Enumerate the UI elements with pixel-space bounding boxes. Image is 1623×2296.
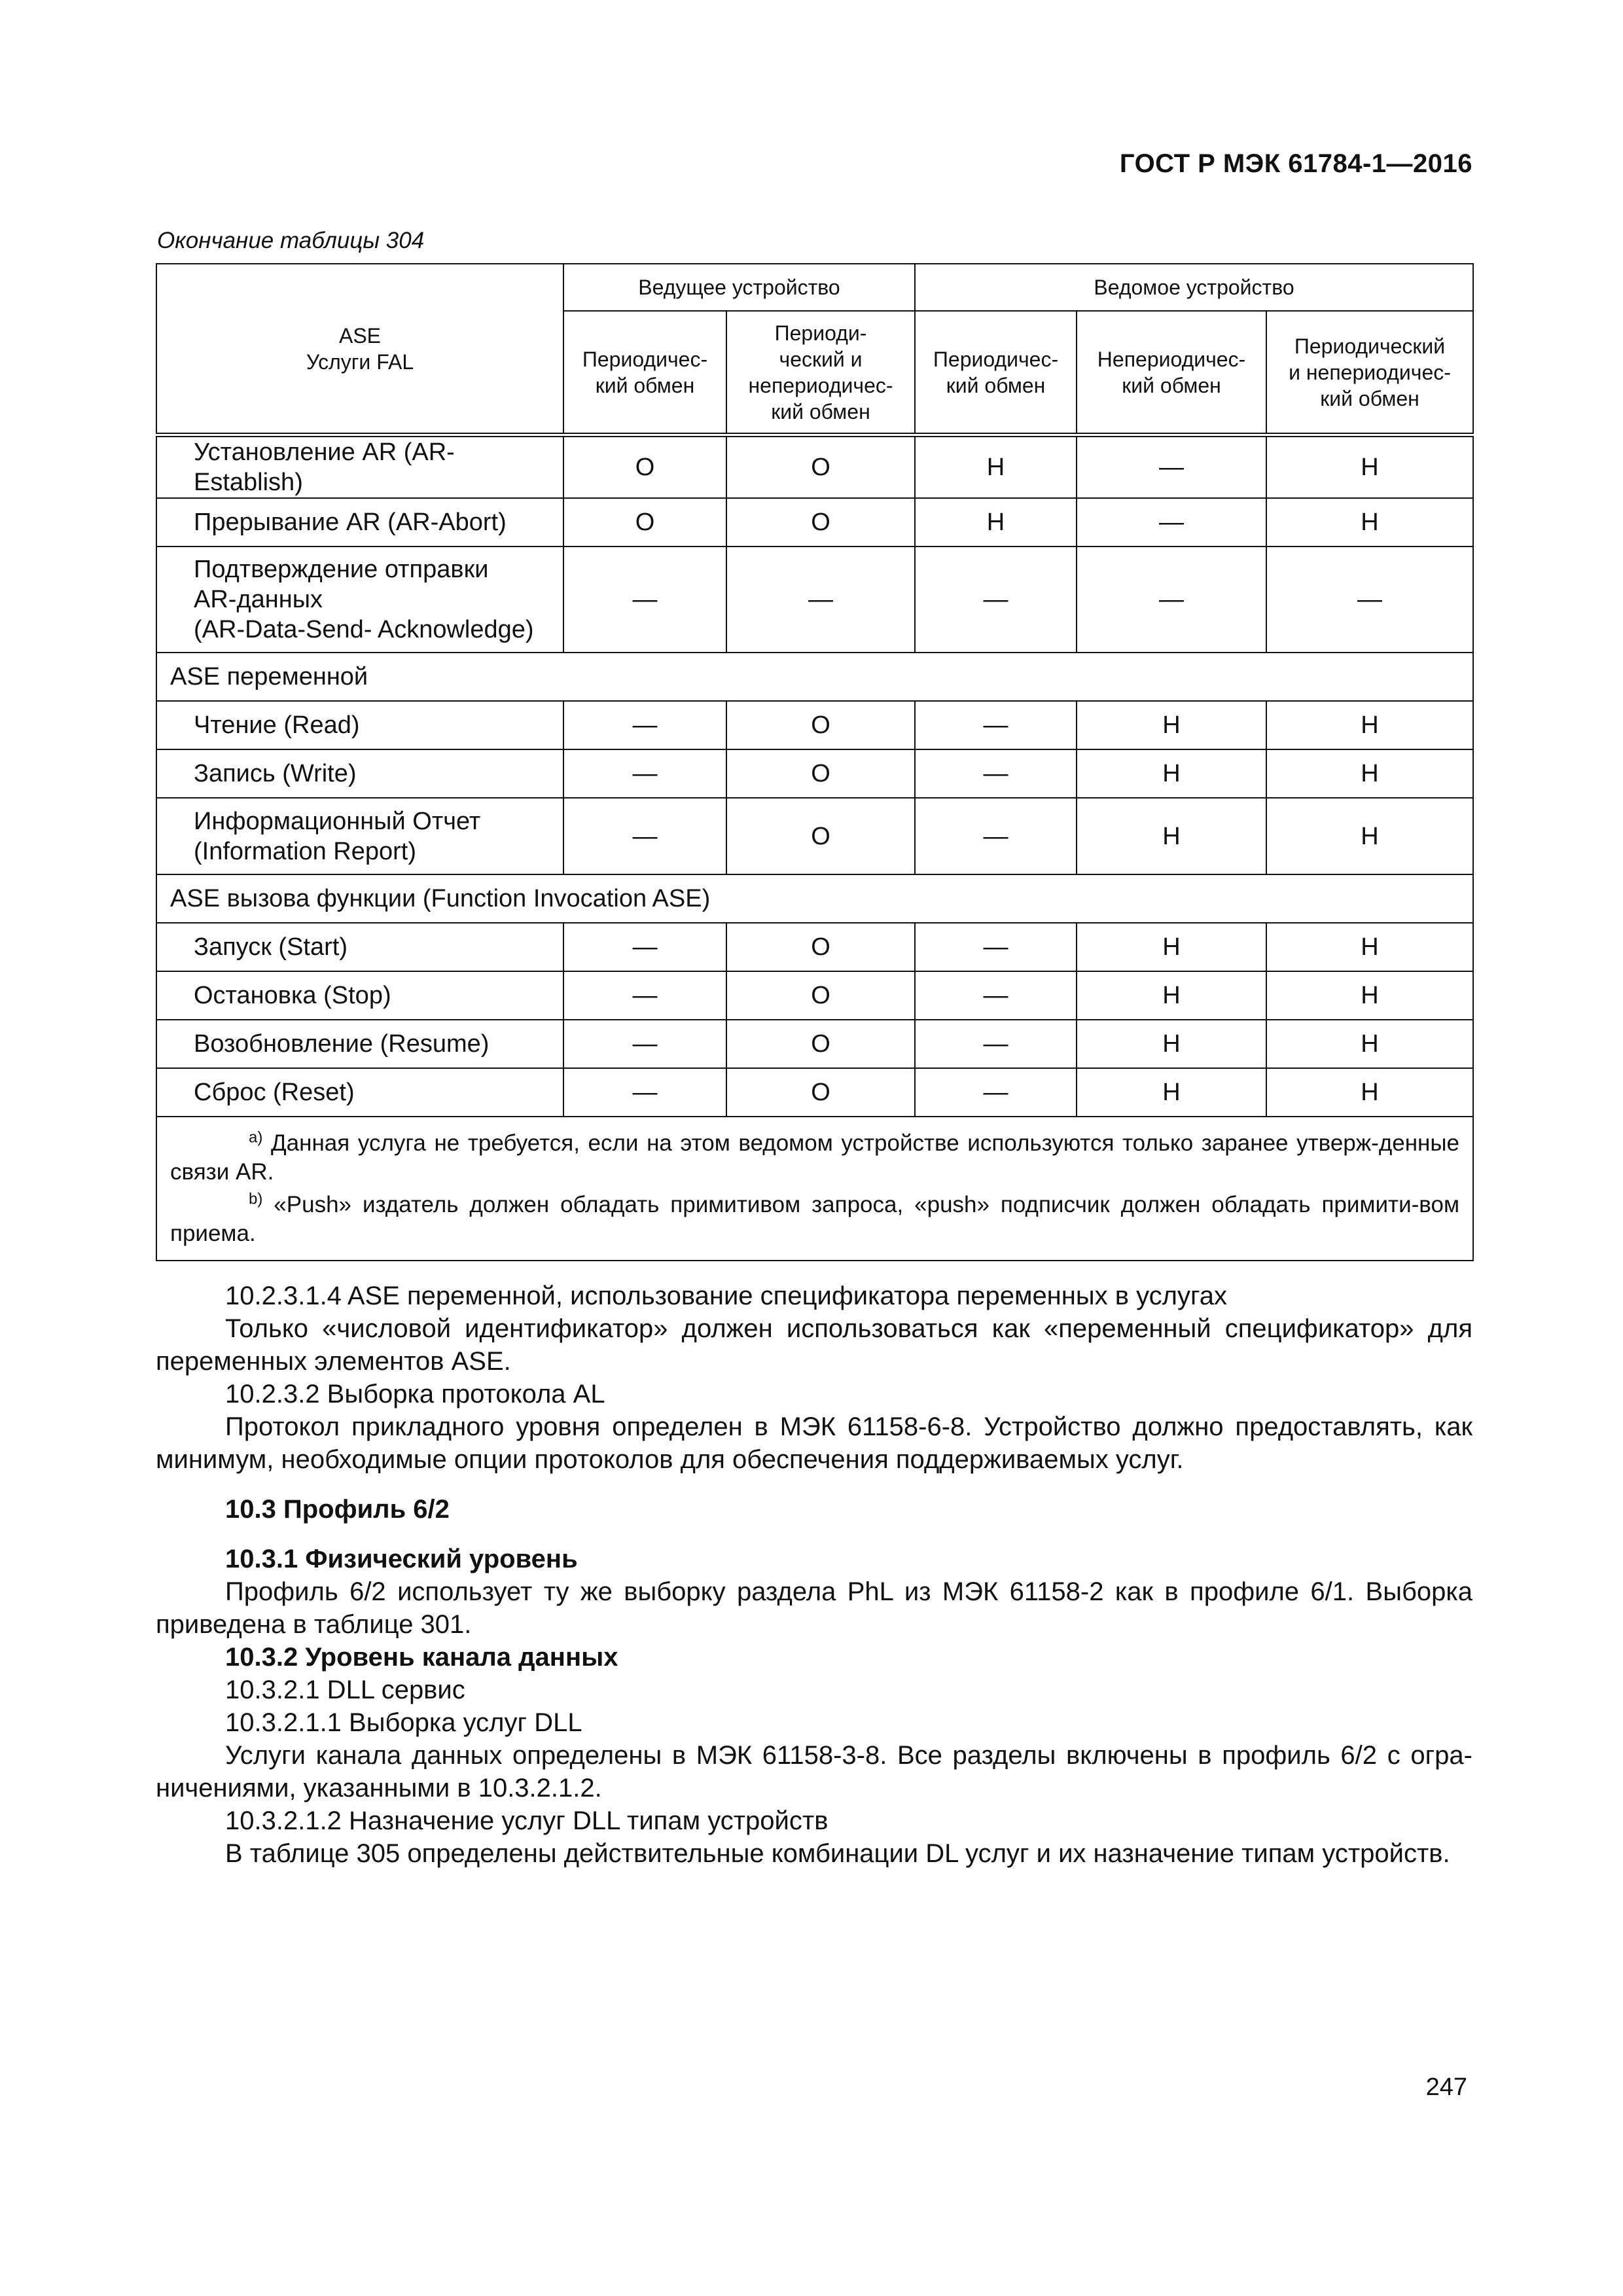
column-header-line: кий обмен xyxy=(946,373,1046,397)
table-cell: H xyxy=(915,498,1077,547)
row-label xyxy=(156,798,563,874)
subsection-heading: 10.3.2 Уровень канала данных xyxy=(225,1643,618,1672)
table-cell: O xyxy=(726,971,915,1020)
group-label: ASE переменной xyxy=(156,653,1473,701)
table-cell: — xyxy=(915,749,1077,798)
column-header xyxy=(1077,311,1266,435)
paragraph: Протокол прикладного уровня определен в МЭК 61158-6-8. Устройство должно предоставлять, как минимум, необходимые опции протоколов для обеспечения поддерживаемых услуг. xyxy=(156,1412,1472,1474)
services-table-wrapper xyxy=(156,263,1472,1261)
corner-line-fal: Услуги FAL xyxy=(306,350,414,374)
page-number: 247 xyxy=(1425,2073,1467,2101)
table-row xyxy=(156,435,1473,499)
row-label-line: AR-данных xyxy=(194,586,323,613)
table-row xyxy=(156,701,1473,749)
table-cell: O xyxy=(726,1020,915,1068)
row-label-line: Подтверждение отправки xyxy=(194,556,489,583)
table-row xyxy=(156,1068,1473,1117)
table-caption: Окончание таблицы 304 xyxy=(157,228,425,253)
table-cell: — xyxy=(915,971,1077,1020)
footnote xyxy=(170,1129,1459,1187)
table-row xyxy=(156,1020,1473,1068)
column-header xyxy=(915,311,1077,435)
table-row xyxy=(156,923,1473,971)
table-cell: — xyxy=(1266,547,1473,653)
row-label-line: (AR-Data-Send- Acknowledge) xyxy=(194,616,534,643)
table-row xyxy=(156,498,1473,547)
column-header xyxy=(726,311,915,435)
table-cell: — xyxy=(563,923,726,971)
table-cell: — xyxy=(915,798,1077,874)
group-header-slave: Ведомое устройство xyxy=(915,264,1473,311)
row-label: Сброс (Reset) xyxy=(156,1068,563,1117)
table-cell: H xyxy=(1266,498,1473,547)
table-cell: — xyxy=(563,547,726,653)
table-cell: — xyxy=(915,547,1077,653)
column-header-line: и непериодичес- xyxy=(1289,360,1451,384)
row-label: Чтение (Read) xyxy=(156,701,563,749)
table-cell: — xyxy=(915,1020,1077,1068)
table-cell: H xyxy=(915,435,1077,499)
paragraph: Профиль 6/2 использует ту же выборку раздела PhL из МЭК 61158-2 как в профиле 6/1. Выборка приведена в таблице 301. xyxy=(156,1577,1472,1639)
table-cell: O xyxy=(726,701,915,749)
paragraph: 10.2.3.1.4 ASE переменной, использование спецификатора переменных в услугах xyxy=(225,1282,1227,1310)
column-header-line: кий обмен xyxy=(1122,373,1221,397)
table-cell: H xyxy=(1077,701,1266,749)
table-cell: H xyxy=(1266,701,1473,749)
group-header-master: Ведущее устройство xyxy=(563,264,915,311)
column-header-line: Периодический xyxy=(1294,334,1446,358)
table-cell: — xyxy=(915,701,1077,749)
table-cell: H xyxy=(1266,923,1473,971)
column-header-line: кий обмен xyxy=(595,373,695,397)
footnote-text: «Push» издатель должен обладать примитивом запроса, «push» подписчик должен обладать примити-вом приема. xyxy=(170,1192,1460,1246)
row-label: Установление AR (AR-Establish) xyxy=(156,435,563,499)
row-label-line: Информационный Отчет xyxy=(194,807,481,835)
table-cell: — xyxy=(563,701,726,749)
table-cell: O xyxy=(726,498,915,547)
paragraph: 10.3.2.1.1 Выборка услуг DLL xyxy=(225,1708,582,1737)
group-row xyxy=(156,653,1473,701)
paragraph: Услуги канала данных определены в МЭК 61158-3-8. Все разделы включены в профиль 6/2 с огра-ничениями, указанными в 10.3.2.1.2. xyxy=(156,1741,1472,1803)
table-row xyxy=(156,749,1473,798)
table-cell: — xyxy=(563,798,726,874)
standard-designation: ГОСТ Р МЭК 61784-1—2016 xyxy=(1119,149,1472,178)
table-cell: — xyxy=(1077,547,1266,653)
table-cell: O xyxy=(726,435,915,499)
table-cell: H xyxy=(1077,749,1266,798)
table-cell: H xyxy=(1266,1068,1473,1117)
table-row xyxy=(156,798,1473,874)
row-label: Запись (Write) xyxy=(156,749,563,798)
table-cell: H xyxy=(1266,971,1473,1020)
paragraph: 10.3.2.1 DLL сервис xyxy=(225,1676,465,1704)
table-cell: H xyxy=(1266,435,1473,499)
subsection-heading: 10.3.1 Физический уровень xyxy=(225,1545,578,1573)
column-header-line: Периоди- xyxy=(774,321,867,345)
row-label: Прерывание AR (AR-Abort) xyxy=(156,498,563,547)
table-cell: H xyxy=(1266,1020,1473,1068)
footnote-mark: b) xyxy=(249,1190,263,1208)
corner-header xyxy=(156,264,563,435)
table-cell: O xyxy=(563,498,726,547)
row-label xyxy=(156,547,563,653)
column-header-line: кий обмен xyxy=(771,399,870,423)
group-label: ASE вызова функции (Function Invocation ASE) xyxy=(156,874,1473,923)
table-cell: H xyxy=(1077,1020,1266,1068)
footnote-mark: a) xyxy=(249,1128,263,1147)
table-notes xyxy=(156,1117,1473,1261)
notes-row xyxy=(156,1117,1473,1261)
table-cell: H xyxy=(1077,1068,1266,1117)
table-cell: O xyxy=(726,749,915,798)
column-header-line: кий обмен xyxy=(1320,386,1419,410)
table-cell: — xyxy=(915,923,1077,971)
row-label: Возобновление (Resume) xyxy=(156,1020,563,1068)
table-cell: H xyxy=(1077,971,1266,1020)
paragraph: В таблице 305 определены действительные комбинации DL услуг и их назначение типам устройств. xyxy=(225,1839,1450,1868)
table-cell: H xyxy=(1266,798,1473,874)
column-header-line: Периодичес- xyxy=(933,347,1059,371)
paragraph: Только «числовой идентификатор» должен использоваться как «переменный спецификатор» для переменных элементов ASE. xyxy=(156,1314,1472,1376)
table-row xyxy=(156,971,1473,1020)
section-heading: 10.3 Профиль 6/2 xyxy=(225,1495,450,1524)
table-cell: — xyxy=(563,1020,726,1068)
table-cell: — xyxy=(726,547,915,653)
table-row xyxy=(156,547,1473,653)
table-cell: — xyxy=(563,749,726,798)
group-row xyxy=(156,874,1473,923)
column-header xyxy=(1266,311,1473,435)
table-cell: — xyxy=(1077,498,1266,547)
table-cell: — xyxy=(563,1068,726,1117)
table-cell: O xyxy=(726,798,915,874)
table-cell: — xyxy=(563,971,726,1020)
table-cell: — xyxy=(915,1068,1077,1117)
column-header-line: Непериодичес- xyxy=(1097,347,1246,371)
row-label: Запуск (Start) xyxy=(156,923,563,971)
table-cell: H xyxy=(1077,798,1266,874)
body-text xyxy=(156,1280,1472,1870)
column-header xyxy=(563,311,726,435)
table-body xyxy=(156,435,1473,1261)
table-cell: H xyxy=(1077,923,1266,971)
services-table xyxy=(156,263,1474,1261)
row-label: Остановка (Stop) xyxy=(156,971,563,1020)
footnote xyxy=(170,1191,1459,1248)
column-header-line: ческий и xyxy=(779,347,863,371)
corner-line-ase: ASE xyxy=(338,323,382,348)
column-header-line: непериодичес- xyxy=(748,373,893,397)
table-cell: O xyxy=(726,923,915,971)
table-cell: O xyxy=(563,435,726,499)
row-label-line: (Information Report) xyxy=(194,837,417,865)
table-cell: O xyxy=(726,1068,915,1117)
footnote-text: Данная услуга не требуется, если на этом ведомом устройстве используются только заранее утверж-денные связи AR. xyxy=(170,1130,1460,1185)
paragraph: 10.3.2.1.2 Назначение услуг DLL типам устройств xyxy=(225,1806,829,1835)
column-header-line: Периодичес- xyxy=(582,347,708,371)
table-cell: H xyxy=(1266,749,1473,798)
paragraph: 10.2.3.2 Выборка протокола AL xyxy=(225,1380,605,1408)
table-cell: — xyxy=(1077,435,1266,499)
